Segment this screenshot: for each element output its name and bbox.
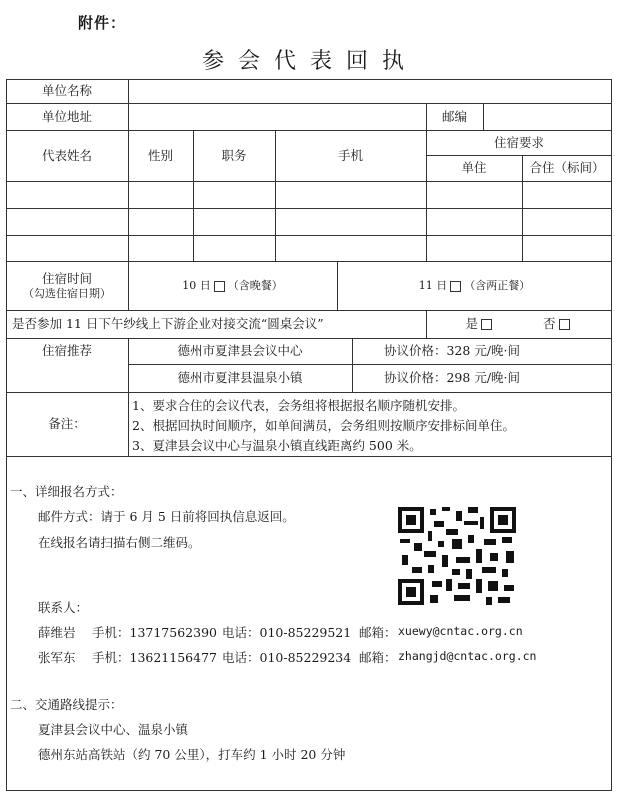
hotel2-price: 协议价格：298 元/晚·间 [383,370,521,386]
remark-2: 2、根据回执时间顺序，如单间满员，会务组则按顺序安排标间单住。 [132,418,515,433]
hotel1-price: 协议价格：328 元/晚·间 [383,343,521,359]
contact-mobile: 手机：13717562390 [92,625,217,640]
lodging-time-hint: （勾选住宿日期） [23,286,111,300]
page-title: 参会代表回执 [201,49,418,74]
section1-title: 一、详细报名方式： [10,484,123,499]
position-header: 职务 [221,147,247,163]
lodging-time-text: 住宿时间 [41,270,92,286]
hotel2-name: 德州市夏津县温泉小镇 [177,370,303,386]
day11-note: （含两正餐） [464,278,531,292]
divider [6,456,612,457]
contact-name: 张军东 [38,650,76,665]
day11-option[interactable] [337,262,612,310]
attachment-label: 附件： [78,14,127,32]
contact-name: 薛维岩 [38,625,76,640]
unit-name-label: 单位名称 [41,83,92,99]
rep-name-header: 代表姓名 [41,147,92,163]
contact-email-label: 邮箱： [359,650,397,665]
single-header: 单住 [461,160,487,176]
day11-checkbox[interactable] [450,281,461,292]
route-line-2: 德州东站高铁站（约 70 公里），打车约 1 小时 20 分钟 [38,747,346,762]
route-line-1: 夏津县会议中心、温泉小镇 [38,722,189,737]
contact-email-label: 邮箱： [359,625,397,640]
gender-header: 性别 [147,147,173,163]
contact-phone: 电话：010-85229521 [222,625,352,640]
day10-note: （含晚餐） [227,278,283,292]
divider [483,103,484,130]
online-method: 在线报名请扫描右侧二维码。 [38,535,201,550]
postcode-label: 邮编 [441,108,467,124]
no-checkbox[interactable] [559,319,570,330]
contact-mobile: 手机：13621156477 [92,650,217,665]
contact-phone: 电话：010-85229234 [222,650,352,665]
mail-method: 邮件方式：请于 6 月 5 日前将回执信息返回。 [38,509,295,524]
day11-label: 11 日 [418,278,448,292]
yes-checkbox[interactable] [481,319,492,330]
contact-email[interactable]: zhangjd@cntac.org.cn [398,649,537,663]
roundtable-question: 是否参加 11 日下午纱线上下游企业对接交流“圆桌会议” [12,316,324,332]
day10-label: 10 日 [182,278,211,292]
yes-label: 是 [465,316,478,332]
contact-label: 联系人： [38,600,89,615]
lodging-time-label [6,262,128,310]
lodging-req-header: 住宿要求 [493,134,544,150]
mobile-header: 手机 [337,147,363,163]
hotel1-name: 德州市夏津县会议中心 [177,343,303,359]
qr-code-icon[interactable] [398,507,516,605]
shared-header: 合住（标间） [529,160,605,176]
day10-checkbox[interactable] [214,281,225,292]
recommend-label: 住宿推荐 [41,343,92,359]
remark-3: 3、夏津县会议中心与温泉小镇直线距离约 500 米。 [132,438,422,453]
no-label: 否 [543,316,556,332]
remarks-label: 备注： [48,416,86,432]
roundtable-answer[interactable] [426,311,612,338]
day10-option[interactable] [128,262,337,310]
remark-1: 1、要求合住的会议代表，会务组将根据报名顺序随机安排。 [132,398,465,413]
section2-title: 二、交通路线提示： [10,697,123,712]
unit-address-label: 单位地址 [41,108,92,124]
contact-email[interactable]: xuewy@cntac.org.cn [398,624,523,638]
